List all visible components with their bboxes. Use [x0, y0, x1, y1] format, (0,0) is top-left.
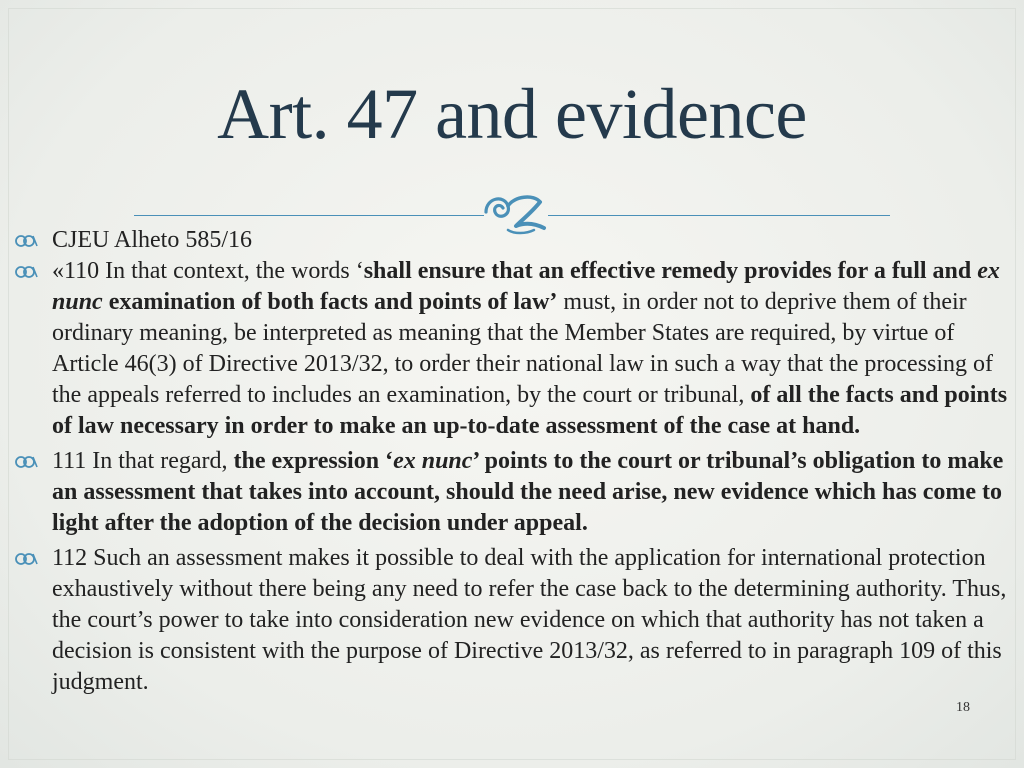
bullet-text: 112 Such an assessment makes it possible to deal with the application for international protection exhaustively without there being any need to refer the case back to the determining authority. Thus, the court’s power to take into consideration new evidence on which that authority has not taken a decision is consistent with the purpose of Directive 2013/32, as referred to in paragraph 109 of this judgment. [52, 545, 1007, 695]
bullet-text: must, in order not to deprive them of their ordinary meaning, be interpreted as meaning that the Member States are required, by virtue of Article 46(3) of Directive 2013/32, to order their national law in such a way that the processing of the appeals referred to includes an examination, by the court or tribunal, [52, 289, 994, 408]
ornate-bullet-icon [14, 234, 38, 248]
emphasis-text: the expression ‘ [233, 448, 394, 474]
slide-body [0, 225, 1024, 698]
bullet-item [0, 543, 1024, 698]
emphasis-text: examination of both facts and points of law’ [102, 289, 558, 315]
bullet-item [0, 225, 1024, 256]
bullet-item [0, 256, 1024, 442]
ornate-bullet-icon [14, 455, 38, 469]
ornate-bullet-icon [14, 552, 38, 566]
bullet-text: CJEU Alheto 585/16 [52, 227, 253, 253]
bullet-text: «110 In that context, the words ‘ [52, 258, 364, 284]
emphasis-text: shall ensure that an effective remedy provides for a full and [363, 258, 978, 284]
slide-title: Art. 47 and evidence [217, 74, 807, 154]
emphasis-italic-text: ex nunc [52, 258, 1000, 315]
emphasis-italic-text: ex nunc [393, 448, 473, 474]
title-divider-left [134, 215, 484, 216]
bullet-item [0, 446, 1024, 539]
page-number: 18 [956, 700, 970, 715]
emphasis-text: of all the facts and points of law necessary in order to make an up-to-date assessment of the case at hand. [52, 382, 1008, 439]
emphasis-text: ’ points to the court or tribunal’s obligation to make an assessment that takes into account, should the need arise, new evidence which has come to light after the adoption of the decision under appeal. [52, 448, 1004, 536]
bullet-text: 111 In that regard, [52, 448, 234, 474]
title-divider-right [548, 215, 890, 216]
ornate-bullet-icon [14, 265, 38, 279]
